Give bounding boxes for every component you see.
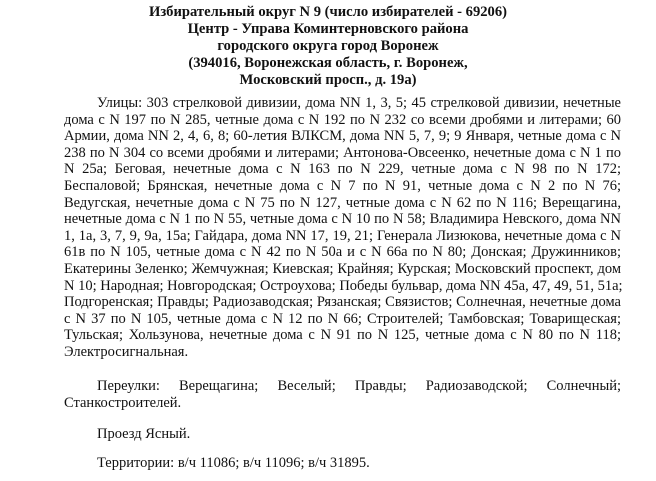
streets-line: N 25а; Беговая, нечетные дома с N 163 по N 229, четные дома с N 98 по N 172; [64,161,621,178]
streets-line: 238 по N 304 со всеми дробями и литерами; Антонова-Овсеенко, нечетные дома с N 1 по [64,144,621,161]
address-line-1: (394016, Воронежская область, г. Воронеж, [188,55,468,71]
lanes-word: Переулки: [97,378,160,394]
streets-line: Тульская; Хользунова, нечетные дома с N 91 по N 125, четные дома с N 80 по N 118; [64,327,621,344]
lanes-word: Солнечный; [546,378,621,394]
lanes-last-line: Станкостроителей. [64,394,182,411]
streets-line: Беспаловой; Брянская, нечетные дома с N 7 по N 91, четные дома с N 2 по N 76; [64,177,621,194]
district-header [0,4,656,89]
streets-line: нечетные дома с N 1 по N 55, четные дома с N 10 по N 58; Владимира Невского, дома NN [64,211,621,228]
polling-center: Центр - Управа Коминтерновского района [187,21,469,37]
lanes-word: Радиозаводской; [425,378,528,394]
streets-line: Электросигнальная. [64,343,189,360]
lanes-word: Веселый; [277,378,336,394]
streets-line: N 10; Народная; Новгородская; Остроухова; Победы бульвар, дома NN 45а, 47, 49, 51, 51а; [64,277,623,294]
streets-paragraph [64,95,621,361]
lanes-word: Правды; [354,378,407,394]
city-district: городского округа город Воронеж [217,38,439,54]
district-title: Избирательный округ N 9 (число избирателей - 69206) [148,4,508,20]
address-line-2: Московский просп., д. 19а) [239,72,417,88]
streets-line: Екатерины Зеленко; Жемчужная; Киевская; Крайняя; Курская; Московский проспект, дом [64,260,621,277]
streets-line: Улицы: 303 стрелковой дивизии, дома NN 1, 3, 5; 45 стрелковой дивизии, нечетные [97,95,621,111]
lanes-word: Верещагина; [179,378,259,394]
streets-line: 61в по N 105, четные дома с N 42 по N 50а и с N 66а по N 80; Донская; Дружинников; [64,244,621,261]
lanes-line [64,378,621,395]
streets-line: дома с N 197 по N 285, четные дома с N 192 по N 232 со всеми дробями и литерами; 60 [64,111,621,128]
streets-line: Армии, дома NN 2, 4, 6, 8; 60-летия ВЛКСМ, дома NN 5, 7, 9; 9 Января, четные дома с N [64,128,621,145]
territories-paragraph: Территории: в/ч 11086; в/ч 11096; в/ч 31895. [97,455,370,471]
passage-paragraph: Проезд Ясный. [97,426,191,442]
streets-line: Подгоренская; Правды; Радиозаводская; Рязанская; Связистов; Солнечная, нечетные дома [64,294,621,311]
lanes-paragraph [64,378,621,411]
streets-line: с N 37 по N 105, четные дома с N 12 по N 66; Строителей; Тамбовская; Товарищеская; [64,310,621,327]
streets-line: Ведугская, нечетные дома с N 75 по N 127, четные дома с N 62 по N 116; Верещагина, [64,194,621,211]
streets-line: 1, 1а, 3, 7, 9, 9а, 15а; Гайдара, дома NN 17, 19, 21; Генерала Лизюкова, нечетные дома с N [64,227,621,244]
